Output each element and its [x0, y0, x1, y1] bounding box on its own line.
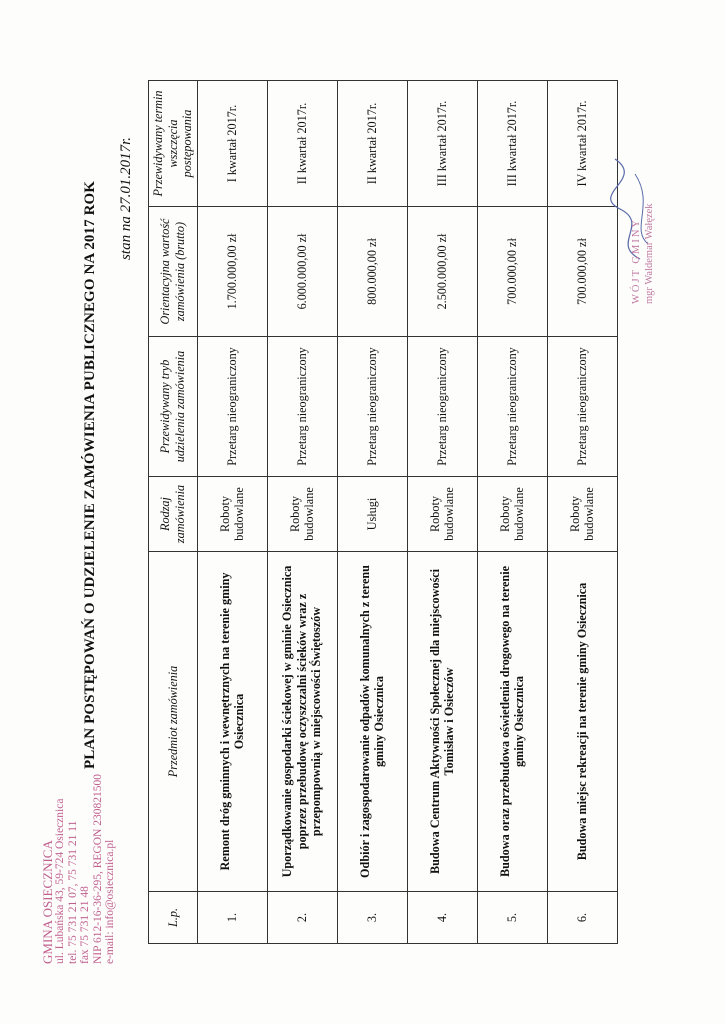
header-term: Przewidywany termin wszczęcia postępowania	[149, 81, 198, 207]
cell-term: IV kwartał 2017r.	[547, 81, 617, 207]
cell-subject: Odbiór i zagospodarowanie odpadów komunalnych z terenu gminy Osiecznica	[337, 552, 407, 892]
cell-type: Roboty budowlane	[407, 477, 477, 552]
cell-lp: 1.	[197, 892, 267, 944]
cell-type: Usługi	[337, 477, 407, 552]
procurement-plan-table	[148, 80, 618, 944]
stamp-name: GMINA OSIECZNICA	[40, 840, 55, 964]
cell-value: 1.700.000,00 zł	[197, 207, 267, 337]
stamp-fax: fax 75 731 21 48	[79, 886, 92, 964]
cell-term: II kwartał 2017r.	[337, 81, 407, 207]
signature-name: mgr Waldemar Wałęzek	[644, 203, 655, 304]
cell-subject: Budowa Centrum Aktywności Społecznej dla miejscowości Tomisław i Osieczów	[407, 552, 477, 892]
stamp-address: ul. Lubańska 43, 59-724 Osiecznica	[54, 798, 67, 964]
cell-subject: Uporządkowanie gospodarki ściekowej w gminie Osiecznica poprzez przebudowę oczyszczalni ścieków wraz z przepompownią w miejscowości Świętoszów	[267, 552, 337, 892]
office-stamp	[42, 774, 116, 964]
cell-term: I kwartał 2017r.	[197, 81, 267, 207]
cell-mode: Przetarg nieograniczony	[477, 337, 547, 477]
cell-mode: Przetarg nieograniczony	[197, 337, 267, 477]
cell-mode: Przetarg nieograniczony	[337, 337, 407, 477]
table-row	[197, 81, 267, 944]
status-date: stan na 27.01.2017r.	[118, 137, 134, 260]
header-value: Orientacyjna wartość zamówienia (brutto)	[149, 207, 198, 337]
cell-value: 6.000.000,00 zł	[267, 207, 337, 337]
cell-type: Roboty budowlane	[267, 477, 337, 552]
stamp-email: e-mail: info@osiecznica.pl	[104, 839, 117, 964]
cell-type: Roboty budowlane	[197, 477, 267, 552]
cell-value: 700.000,00 zł	[477, 207, 547, 337]
signature-role: WÓJT GMINY	[631, 217, 642, 304]
table-header-row	[149, 81, 198, 944]
table-row	[477, 81, 547, 944]
table-row	[407, 81, 477, 944]
cell-mode: Przetarg nieograniczony	[547, 337, 617, 477]
cell-subject: Remont dróg gminnych i wewnętrznych na terenie gminy Osiecznica	[197, 552, 267, 892]
header-subject: Przedmiot zamówienia	[149, 552, 198, 892]
header-lp: L.p.	[149, 892, 198, 944]
cell-term: III kwartał 2017r.	[407, 81, 477, 207]
cell-lp: 2.	[267, 892, 337, 944]
table-row	[337, 81, 407, 944]
cell-type: Roboty budowlane	[477, 477, 547, 552]
cell-lp: 3.	[337, 892, 407, 944]
header-mode: Przewidywany tryb udzielenia zamówienia	[149, 337, 198, 477]
stamp-phone: tel. 75 731 21 07, 75 731 21 11	[66, 820, 79, 964]
cell-lp: 4.	[407, 892, 477, 944]
cell-subject: Budowa miejsc rekreacji na terenie gminy Osiecznica	[547, 552, 617, 892]
table-row	[267, 81, 337, 944]
cell-lp: 6.	[547, 892, 617, 944]
cell-value: 700.000,00 zł	[547, 207, 617, 337]
cell-value: 800.000,00 zł	[337, 207, 407, 337]
cell-term: III kwartał 2017r.	[477, 81, 547, 207]
stamp-ids: NIP 612-16-36-295, REGON 230821500	[91, 774, 104, 964]
cell-lp: 5.	[477, 892, 547, 944]
header-type: Rodzaj zamówienia	[149, 477, 198, 552]
mayor-signature-stamp	[630, 203, 656, 304]
cell-type: Roboty budowlane	[547, 477, 617, 552]
cell-mode: Przetarg nieograniczony	[407, 337, 477, 477]
document-title: PLAN POSTĘPOWAŃ O UDZIELENIE ZAMÓWIENIA PUBLICZNEGO NA 2017 ROK	[82, 180, 98, 769]
cell-mode: Przetarg nieograniczony	[267, 337, 337, 477]
cell-value: 2.500.000,00 zł	[407, 207, 477, 337]
cell-subject: Budowa oraz przebudowa oświetlenia drogowego na terenie gminy Osiecznica	[477, 552, 547, 892]
cell-term: II kwartał 2017r.	[267, 81, 337, 207]
